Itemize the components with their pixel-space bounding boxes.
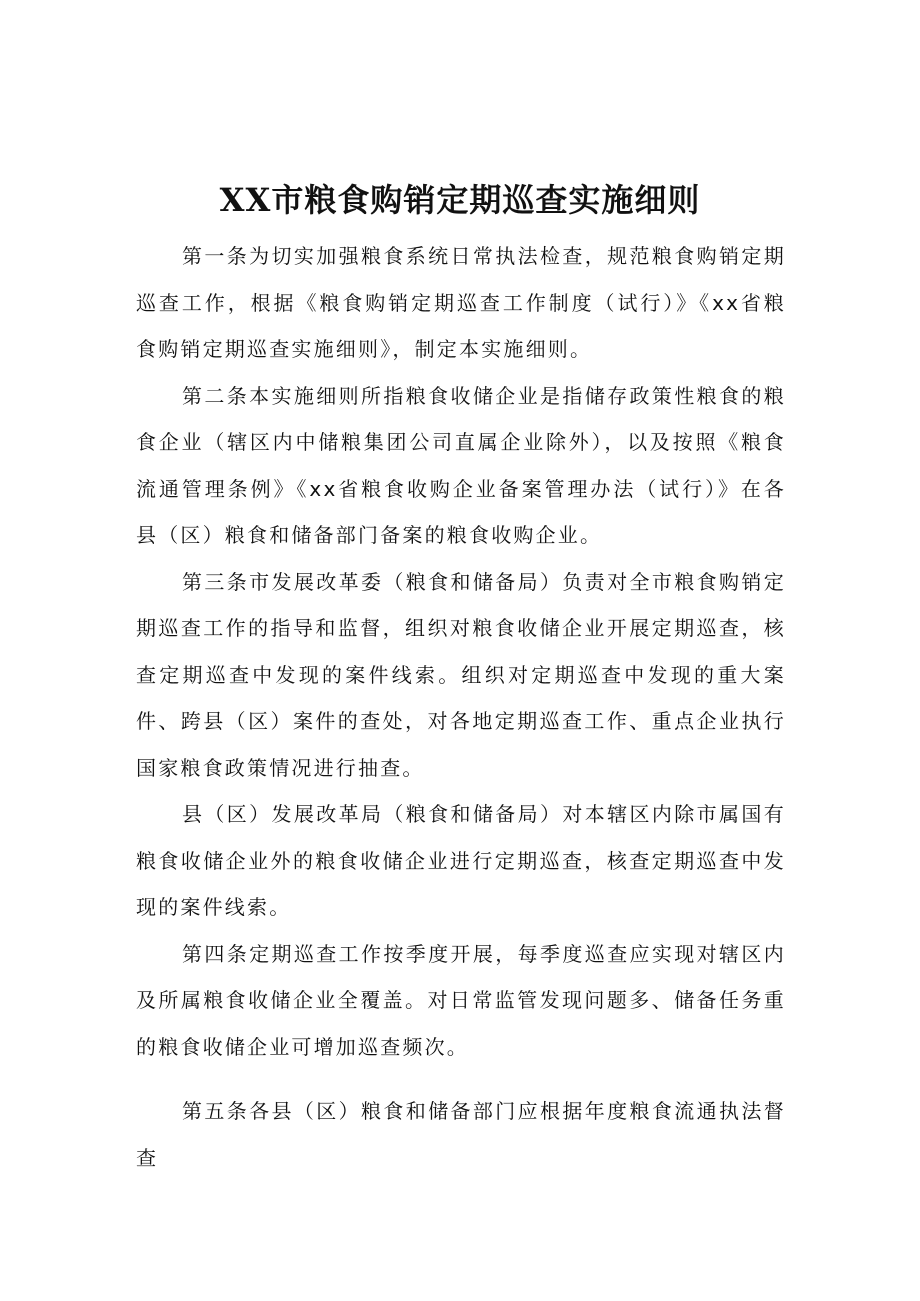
paragraph-article-3: 第三条市发展改革委（粮食和储备局）负责对全市粮食购销定期巡查工作的指导和监督，组织对粮食收储企业开展定期巡查，核查定期巡查中发现的案件线索。组织对定期巡查中发现的重大案件、跨县（区）案件的查处，对各地定期巡查工作、重点企业执行国家粮食政策情况进行抽查。 [136,569,786,780]
document-body [136,233,786,1181]
paragraph-article-5: 第五条各县（区）粮食和储备部门应根据年度粮食流通执法督查 [136,1099,786,1170]
paragraph-article-4: 第四条定期巡查工作按季度开展，每季度巡查应实现对辖区内及所属粮食收储企业全覆盖。对日常监管发现问题多、储备任务重的粮食收储企业可增加巡查频次。 [136,941,786,1059]
paragraph-article-1: 第一条为切实加强粮食系统日常执法检查，规范粮食购销定期巡查工作，根据《粮食购销定期巡查工作制度（试行）》《xx省粮食购销定期巡查实施细则》，制定本实施细则。 [136,244,786,361]
paragraph-county-duty: 县（区）发展改革局（粮食和储备局）对本辖区内除市属国有粮食收储企业外的粮食收储企业进行定期巡查，核查定期巡查中发现的案件线索。 [136,802,786,919]
paragraph-article-2: 第二条本实施细则所指粮食收储企业是指储存政策性粮食的粮食企业（辖区内中储粮集团公司直属企业除外），以及按照《粮食流通管理条例》《xx省粮食收购企业备案管理办法（试行）》在各县（区）粮食和储备部门备案的粮食收购企业。 [136,383,786,547]
document-title: XX市粮食购销定期巡查实施细则 [219,181,701,219]
